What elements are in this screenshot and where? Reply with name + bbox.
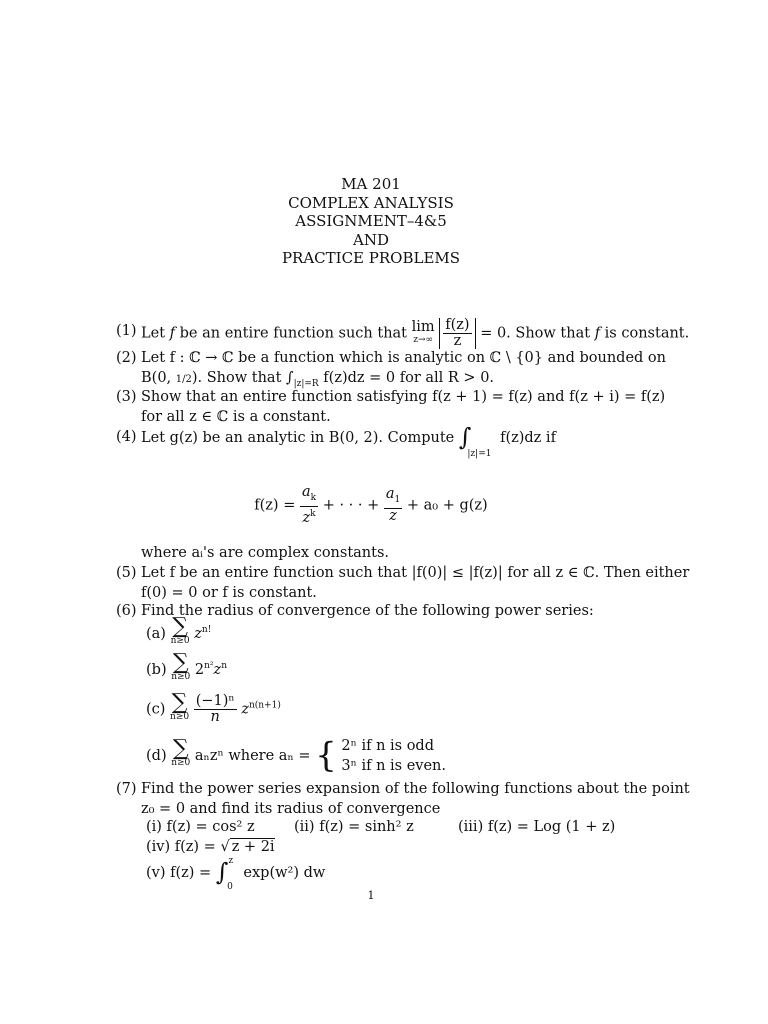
assignment-label: ASSIGNMENT–4&5 [295, 212, 447, 230]
problem-4-equation: f(z) = $\frac{a_k}{z^k}$ + · · · + $\frac{a_1}{z}$ + a₀ + g(z) [254, 484, 488, 526]
problem-4: (4) Let g(z) be an analytic in B(0, 2). Compute $\int_{|z|=1}$ f(z)dz if [116, 423, 556, 459]
problem-1: (1) Let f be an entire function such that lim z→∞ $\frac{f(z)}{z}$ = 0. Show that f is constant. [116, 317, 690, 349]
problem-6b: (b) ∑ n≥0 $2^{n^2}z^n$ [146, 650, 227, 682]
integral-sign: ∫ [458, 423, 472, 451]
problem-7-ii: (ii) f(z) = sinh² z [294, 819, 414, 835]
limit: lim z→∞ [411, 318, 435, 345]
problem-3: (3) Show that an entire function satisfying f(z + 1) = f(z) and f(z + i) = f(z) for all z ∈ ℂ is a constant. [116, 389, 666, 425]
abs-fraction: $\frac{f(z)}{z}$ [439, 318, 475, 349]
page-number: 1 [367, 889, 375, 902]
problem-4-note: where aᵢ's are complex constants. [141, 545, 390, 561]
problem-7-iii: (iii) f(z) = Log (1 + z) [458, 819, 616, 835]
problem-6: (6) Find the radius of convergence of the following power series: [116, 603, 594, 619]
problem-7-iv: (iv) f(z) = √ z + 2i [146, 839, 275, 855]
problem-7-i: (i) f(z) = cos² z [146, 819, 255, 835]
document-title [0, 175, 742, 268]
problem-6d: (d) ∑ n≥0 aₙzⁿ where aₙ = { 2ⁿ if n is odd 3ⁿ if n is even. [146, 735, 447, 776]
problem-5: (5) Let f be an entire function such that |f(0)| ≤ |f(z)| for all z ∈ ℂ. Then either f(0) = 0 or f is constant. [116, 565, 690, 601]
problem-6c: (c) ∑ n≥0 $\frac{\text{(−1)ⁿ}}{n}$ $z^{n(n+1)}$ [146, 689, 281, 725]
problem-6a: (a) ∑ n≥0 $z^{n!}$ [146, 614, 212, 646]
problem-7-v: (v) f(z) = ∫$^z_0$ exp(w²) dw [146, 856, 326, 892]
course-name: COMPLEX ANALYSIS [288, 193, 454, 212]
practice-label: PRACTICE PROBLEMS [281, 249, 461, 267]
problem-7: (7) Find the power series expansion of the following functions about the point z₀ = 0 and find its radius of convergence [116, 781, 690, 817]
course-code: MA 201 [341, 175, 401, 193]
title-and: AND [353, 230, 389, 249]
problem-2: (2) Let f : ℂ → ℂ be a function which is analytic on ℂ \ {0} and bounded on B(0, 1/2). Show that $\int_{|z|=R}$ f(z)dz = 0 for all R > 0. [116, 350, 666, 389]
